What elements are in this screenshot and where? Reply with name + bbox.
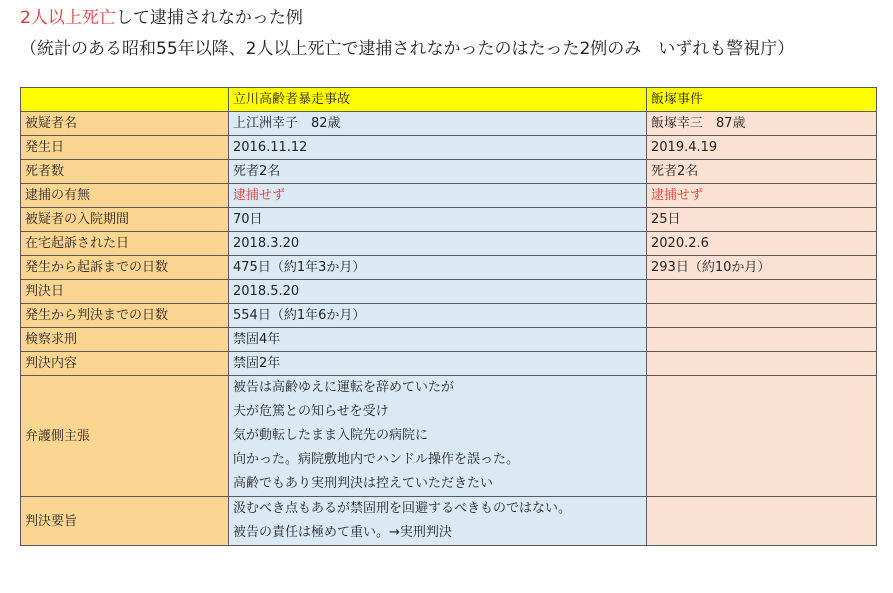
row-label: 検察求刑 [21,328,229,352]
row-label: 判決要旨 [21,497,229,546]
cell-iizuka: 2019.4.19 [647,136,877,160]
cell-verdict-summary [229,497,647,546]
cell-iizuka [647,304,877,328]
row-label: 逮捕の有無 [21,184,229,208]
table-row [21,232,877,256]
row-label: 弁護側主張 [21,376,229,497]
cell-iizuka [647,352,877,376]
table-row [21,136,877,160]
comparison-table [20,87,877,546]
title-highlight: 2人以上死亡 [20,8,116,28]
table-row [21,112,877,136]
row-label: 判決日 [21,280,229,304]
cell-iizuka [647,376,877,497]
verdict-line: 汲むべき点もあるが禁固刑を回避するべきものではない。 [233,501,572,516]
row-label: 死者数 [21,160,229,184]
defense-line: 気が動転したまま入院先の病院に [233,428,429,443]
verdict-line: 被告の責任は極めて重い。→実刑判決 [233,525,452,540]
page-title [20,6,303,30]
table-row [21,352,877,376]
page-subtitle: （統計のある昭和55年以降、2人以上死亡で逮捕されなかったのはたった2例のみ いずれも警視庁） [20,39,795,59]
cell-defense-claim [229,376,647,497]
cell-iizuka [647,280,877,304]
defense-line: 夫が危篤との知らせを受け [233,404,389,419]
cell-tachikawa: 475日（約1年3か月） [229,256,647,280]
table-row [21,328,877,352]
row-label: 発生日 [21,136,229,160]
cell-iizuka [647,497,877,546]
table-row-verdict [21,497,877,546]
header-cell-iizuka: 飯塚事件 [647,88,877,112]
table-header-row [21,88,877,112]
cell-tachikawa: 554日（約1年6か月） [229,304,647,328]
title-rest: して逮捕されなかった例 [115,8,303,28]
cell-iizuka-arrest: 逮捕せず [647,184,877,208]
cell-tachikawa: 禁固4年 [229,328,647,352]
cell-iizuka: 2020.2.6 [647,232,877,256]
defense-line: 被告は高齢ゆえに運転を辞めていたが [233,380,455,395]
table-row [21,304,877,328]
cell-tachikawa: 2016.11.12 [229,136,647,160]
row-label: 発生から判決までの日数 [21,304,229,328]
cell-tachikawa: 2018.5.20 [229,280,647,304]
defense-line: 高齢でもあり実刑判決は控えていただきたい [233,476,494,491]
table-row-defense [21,376,877,497]
cell-tachikawa: 上江洲幸子 82歳 [229,112,647,136]
row-label: 発生から起訴までの日数 [21,256,229,280]
row-label: 判決内容 [21,352,229,376]
table-row [21,256,877,280]
cell-tachikawa: 2018.3.20 [229,232,647,256]
table-row [21,160,877,184]
header-cell-label [21,88,229,112]
cell-iizuka [647,328,877,352]
table-row [21,208,877,232]
cell-tachikawa-arrest: 逮捕せず [229,184,647,208]
defense-line: 向かった。病院敷地内でハンドル操作を誤った。 [233,452,520,467]
cell-tachikawa: 死者2名 [229,160,647,184]
cell-iizuka: 293日（約10か月） [647,256,877,280]
row-label: 被疑者名 [21,112,229,136]
table-row [21,280,877,304]
row-label: 在宅起訴された日 [21,232,229,256]
table-row [21,184,877,208]
row-label: 被疑者の入院期間 [21,208,229,232]
cell-iizuka: 飯塚幸三 87歳 [647,112,877,136]
header-cell-tachikawa: 立川高齢者暴走事故 [229,88,647,112]
cell-iizuka: 死者2名 [647,160,877,184]
cell-iizuka: 25日 [647,208,877,232]
cell-tachikawa: 70日 [229,208,647,232]
cell-tachikawa: 禁固2年 [229,352,647,376]
